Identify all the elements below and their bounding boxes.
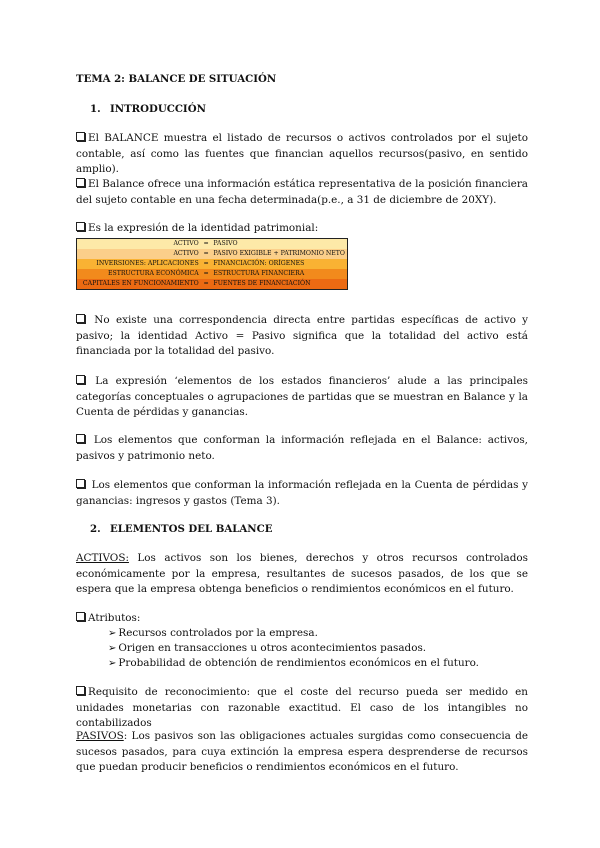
paragraph-pyg-elements <box>76 478 528 509</box>
checkbox-bullet-icon <box>76 434 85 443</box>
identity-left: INVERSIONES: APLICACIONES <box>96 260 199 267</box>
checkbox-bullet-icon <box>76 479 85 488</box>
identity-row <box>77 259 348 269</box>
checkbox-bullet-icon <box>76 612 85 621</box>
section-heading-elementos <box>90 522 542 538</box>
identity-sign: = <box>203 260 209 267</box>
paragraph-pasivos <box>76 729 528 776</box>
paragraph-text: La expresión ‘elementos de los estados financieros’ alude a las principales categorías conceptuales o agrupaciones de partidas que se muestran en Balance y la Cuenta de pérdidas y ganancias. <box>76 375 528 418</box>
identity-right: ESTRUCTURA FINANCIERA <box>213 270 305 277</box>
checkbox-bullet-icon <box>76 222 85 231</box>
identity-row <box>77 269 348 279</box>
paragraph-text: El BALANCE muestra el listado de recursos o activos controlados por el sujeto contable, así como las fuentes que financian aquellos recursos(pasivo, en sentido amplio). <box>76 132 528 175</box>
document-title: TEMA 2: BALANCE DE SITUACIÓN <box>76 73 277 85</box>
arrow-bullet-icon: ➢ <box>108 658 117 669</box>
section-title: INTRODUCCIÓN <box>110 103 206 115</box>
paragraph-balance-definition <box>76 131 528 178</box>
checkbox-bullet-icon <box>76 686 85 695</box>
identity-row <box>77 239 348 250</box>
paragraph-balance-static-info <box>76 177 528 208</box>
section-number: 2. <box>90 523 101 535</box>
checkbox-bullet-icon <box>76 178 85 187</box>
paragraph-no-correspondence <box>76 313 528 360</box>
identity-right: FUENTES DE FINANCIACIÓN <box>213 280 311 287</box>
section-title: ELEMENTOS DEL BALANCE <box>110 523 273 535</box>
patrimonial-identity-table <box>76 238 348 290</box>
arrow-bullet-icon: ➢ <box>108 628 117 639</box>
arrow-bullet-icon: ➢ <box>108 643 117 654</box>
term-pasivos: PASIVOS <box>76 730 124 742</box>
identity-sign: = <box>203 250 209 257</box>
identity-right: FINANCIACIÓN: ORÍGENES <box>213 260 305 267</box>
identity-right: PASIVO <box>213 240 238 247</box>
identity-left: ACTIVO <box>173 250 199 257</box>
paragraph-text: Los elementos que conforman la información reflejada en el Balance: activos, pasivos y patrimonio neto. <box>76 434 528 462</box>
attribute-item <box>108 656 479 672</box>
identity-left: ACTIVO <box>173 240 199 247</box>
section-heading-introduccion <box>90 102 542 118</box>
identity-left: ESTRUCTURA ECONÓMICA <box>107 270 199 277</box>
paragraph-text: Requisito de reconocimiento: que el coste del recurso pueda ser medido en unidades monetarias con razonable exactitud. El caso de los intangibles no contabilizados <box>76 686 528 729</box>
identity-sign: = <box>203 280 209 287</box>
attribute-item <box>108 641 426 657</box>
attribute-text: Recursos controlados por la empresa. <box>118 627 318 639</box>
paragraph-identity-intro <box>76 221 528 237</box>
paragraph-elements-expression <box>76 374 528 421</box>
paragraph-text: El Balance ofrece una información estática representativa de la posición financiera del sujeto contable en una fecha determinada(p.e., a 31 de diciembre de 20XY). <box>76 178 528 206</box>
identity-row <box>77 279 348 290</box>
attribute-item <box>108 626 318 642</box>
attributes-label <box>76 611 528 627</box>
paragraph-activos <box>76 551 528 598</box>
identity-sign: = <box>203 270 209 277</box>
section-number: 1. <box>90 103 101 115</box>
paragraph-text: Es la expresión de la identidad patrimonial: <box>88 222 319 234</box>
paragraph-text: : Los pasivos son las obligaciones actuales surgidas como consecuencia de sucesos pasados, para cuya extinción la empresa espera desprenderse de recursos que puedan producir beneficios o rendimientos económicos en el futuro. <box>76 730 528 773</box>
checkbox-bullet-icon <box>76 375 85 384</box>
paragraph-text: Los elementos que conforman la información reflejada en la Cuenta de pérdidas y ganancias: ingresos y gastos (Tema 3). <box>76 479 528 507</box>
identity-sign: = <box>203 240 209 247</box>
identity-row <box>77 249 348 259</box>
paragraph-text: Los activos son los bienes, derechos y otros recursos controlados económicamente por la empresa, resultantes de sucesos pasados, de los que se espera que la empresa obtenga beneficios o rendimientos económicos en el futuro. <box>76 552 528 595</box>
checkbox-bullet-icon <box>76 314 85 323</box>
checkbox-bullet-icon <box>76 132 85 141</box>
paragraph-text: No existe una correspondencia directa entre partidas específicas de activo y pasivo; la identidad Activo = Pasivo significa que la totalidad del activo está financiada por la totalidad del pasivo. <box>76 314 528 357</box>
identity-left: CAPITALES EN FUNCIONAMIENTO <box>82 280 199 287</box>
paragraph-balance-elements <box>76 433 528 464</box>
paragraph-recognition <box>76 685 528 732</box>
identity-right: PASIVO EXIGIBLE + PATRIMONIO NETO <box>213 250 345 257</box>
attribute-text: Origen en transacciones u otros acontecimientos pasados. <box>118 642 427 654</box>
attribute-text: Probabilidad de obtención de rendimientos económicos en el futuro. <box>118 657 479 669</box>
term-activos: ACTIVOS: <box>76 552 129 564</box>
attributes-label-text: Atributos: <box>88 612 141 624</box>
